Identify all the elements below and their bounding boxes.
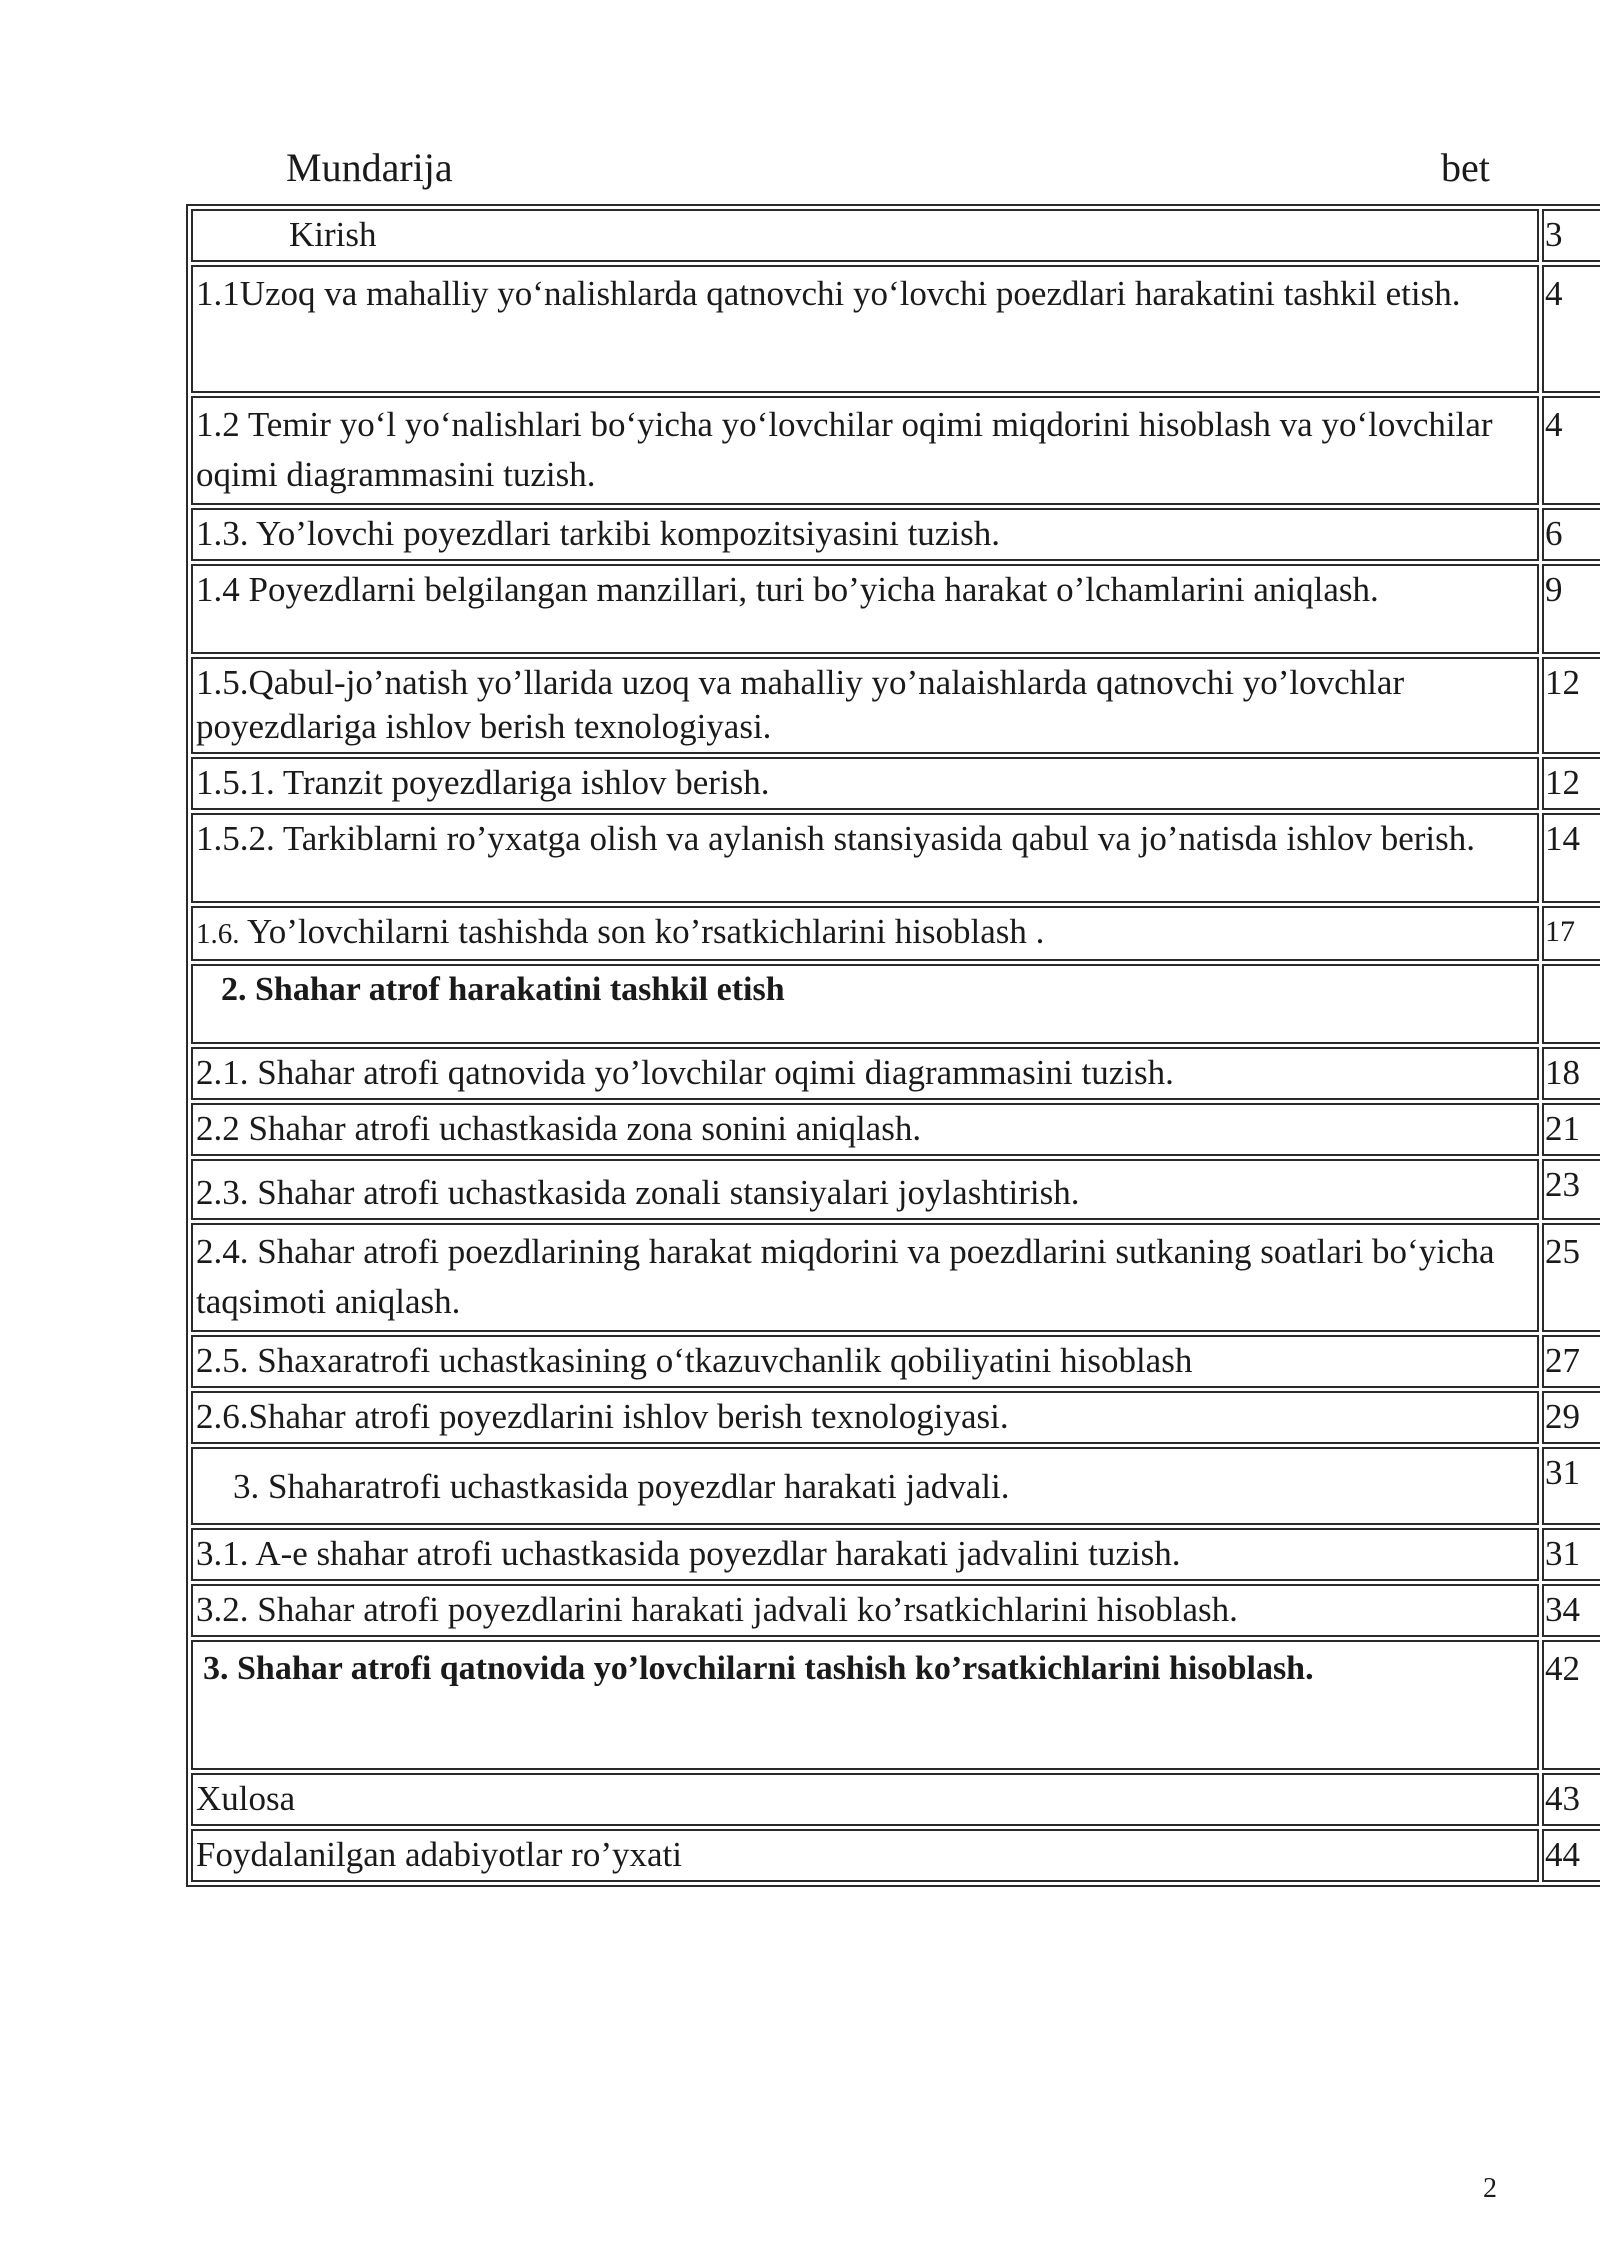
toc-entry-title: 3.1. A-e shahar atrofi uchastkasida poyezdlar harakati jadvalini tuzish. <box>191 1528 1539 1581</box>
toc-row-1-5-1 <box>191 757 1600 810</box>
toc-entry-page: 12 <box>1542 657 1600 754</box>
toc-row-chapter-2 <box>191 964 1600 1044</box>
toc-entry-title: 1.5.2. Tarkiblarni ro’yxatga olish va aylanish stansiyasida qabul va jo’natisda ishlov berish. <box>191 813 1539 903</box>
page-column-heading: bet <box>1441 145 1490 190</box>
toc-entry-page: 44 <box>1542 1829 1600 1882</box>
toc-entry-number: 1.6. <box>196 918 240 950</box>
page-number: 2 <box>1483 2173 1497 2204</box>
toc-entry-page: 27 <box>1542 1335 1600 1388</box>
toc-entry-title: 1.1Uzoq va mahalliy yo‘nalishlarda qatnovchi yo‘lovchi poezdlari harakatini tashkil etish. <box>191 265 1539 393</box>
toc-entry-title: Foydalanilgan adabiyotlar ro’yxati <box>191 1829 1539 1882</box>
toc-row-1-2 <box>191 396 1600 505</box>
toc-entry-title-cell <box>191 906 1539 961</box>
toc-heading: Mundarija <box>286 145 453 190</box>
toc-entry-page: 42 <box>1542 1640 1600 1770</box>
toc-row-1-1 <box>191 265 1600 393</box>
toc-entry-title: 3. Shaharatrofi uchastkasida poyezdlar harakati jadvali. <box>191 1447 1539 1525</box>
toc-entry-page: 12 <box>1542 757 1600 810</box>
toc-row-3-1 <box>191 1528 1600 1581</box>
toc-entry-page <box>1542 964 1600 1044</box>
toc-row-3-2 <box>191 1584 1600 1637</box>
toc-entry-title: 3.2. Shahar atrofi poyezdlarini harakati jadvali ko’rsatkichlarini hisoblash. <box>191 1584 1539 1637</box>
toc-entry-title: 2.6.Shahar atrofi poyezdlarini ishlov berish texnologiyasi. <box>191 1391 1539 1444</box>
toc-entry-page: 18 <box>1542 1047 1600 1100</box>
toc-entry-page: 34 <box>1542 1584 1600 1637</box>
toc-entry-title: 2.2 Shahar atrofi uchastkasida zona sonini aniqlash. <box>191 1103 1539 1156</box>
toc-row-chapter-3 <box>191 1640 1600 1770</box>
toc-row-2-4 <box>191 1223 1600 1332</box>
toc-entry-title: 2.4. Shahar atrofi poezdlarining harakat miqdorini va poezdlarini sutkaning soatlari bo‘yicha taqsimoti aniqlash. <box>191 1223 1539 1332</box>
toc-entry-title: 1.4 Poyezdlarni belgilangan manzillari, turi bo’yicha harakat o’lchamlarini aniqlash. <box>191 564 1539 654</box>
toc-entry-title: 1.5.Qabul-jo’natish yo’llarida uzoq va mahalliy yo’nalaishlarda qatnovchi yo’lovchlar poyezdlariga ishlov berish texnologiyasi. <box>191 657 1539 754</box>
toc-row-1-6 <box>191 906 1600 961</box>
toc-row-2-5 <box>191 1335 1600 1388</box>
toc-entry-title: 1.3. Yo’lovchi poyezdlari tarkibi kompozitsiyasini tuzish. <box>191 508 1539 561</box>
toc-entry-title: 2.1. Shahar atrofi qatnovida yo’lovchilar oqimi diagrammasini tuzish. <box>191 1047 1539 1100</box>
toc-entry-page: 21 <box>1542 1103 1600 1156</box>
toc-entry-title: 1.5.1. Tranzit poyezdlariga ishlov berish. <box>191 757 1539 810</box>
toc-entry-title: 2.5. Shaxaratrofi uchastkasining o‘tkazuvchanlik qobiliyatini hisoblash <box>191 1335 1539 1388</box>
toc-entry-page: 14 <box>1542 813 1600 903</box>
toc-entry-title: Yo’lovchilarni tashishda son ko’rsatkichlarini hisoblash . <box>239 912 1045 951</box>
toc-entry-page: 29 <box>1542 1391 1600 1444</box>
toc-entry-page: 31 <box>1542 1528 1600 1581</box>
toc-row-2-2 <box>191 1103 1600 1156</box>
toc-chapter-title: 3. Shahar atrofi qatnovida yo’lovchilarni tashish ko’rsatkichlarini hisoblash. <box>191 1640 1539 1770</box>
toc-entry-title: 2.3. Shahar atrofi uchastkasida zonali stansiyalari joylashtirish. <box>191 1159 1539 1220</box>
toc-entry-page: 3 <box>1542 209 1600 262</box>
toc-row-2-6 <box>191 1391 1600 1444</box>
toc-row-adabiyotlar <box>191 1829 1600 1882</box>
toc-entry-title: Xulosa <box>191 1773 1539 1826</box>
toc-entry-page: 9 <box>1542 564 1600 654</box>
toc-entry-page: 31 <box>1542 1447 1600 1525</box>
toc-entry-title: Kirish <box>191 209 1539 262</box>
toc-entry-page: 4 <box>1542 396 1600 505</box>
toc-row-kirish <box>191 209 1600 262</box>
toc-entry-page: 17 <box>1542 906 1600 961</box>
toc-entry-page: 25 <box>1542 1223 1600 1332</box>
toc-row-1-5-2 <box>191 813 1600 903</box>
toc-row-1-5 <box>191 657 1600 754</box>
toc-row-xulosa <box>191 1773 1600 1826</box>
toc-row-1-3 <box>191 508 1600 561</box>
toc-entry-page: 4 <box>1542 265 1600 393</box>
toc-entry-page: 23 <box>1542 1159 1600 1220</box>
toc-entry-page: 6 <box>1542 508 1600 561</box>
toc-entry-title: 1.2 Temir yo‘l yo‘nalishlari bo‘yicha yo‘lovchilar oqimi miqdorini hisoblash va yo‘lovchilar oqimi diagrammasini tuzish. <box>191 396 1539 505</box>
toc-row-2-1 <box>191 1047 1600 1100</box>
table-of-contents <box>186 204 1600 1887</box>
toc-row-3-heading <box>191 1447 1600 1525</box>
toc-row-2-3 <box>191 1159 1600 1220</box>
toc-entry-page: 43 <box>1542 1773 1600 1826</box>
toc-chapter-title: 2. Shahar atrof harakatini tashkil etish <box>191 964 1539 1044</box>
toc-row-1-4 <box>191 564 1600 654</box>
